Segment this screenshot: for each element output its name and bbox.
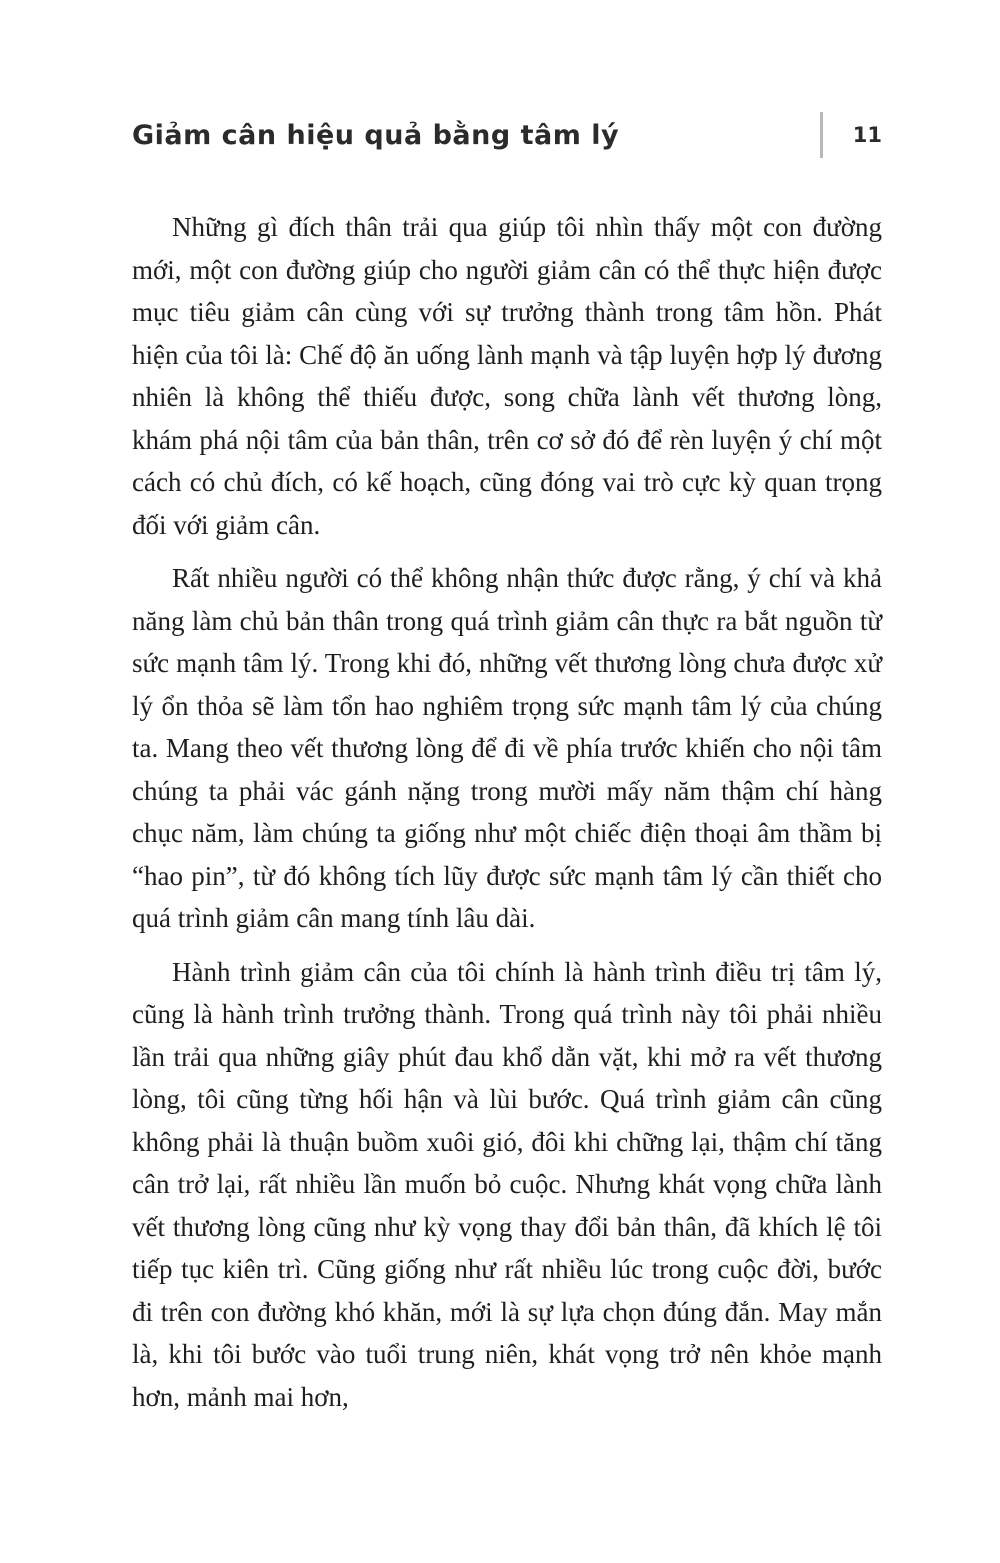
page-header xyxy=(132,110,882,160)
header-divider xyxy=(820,112,823,158)
paragraph-2: Rất nhiều người có thể không nhận thức được rằng, ý chí và khả năng làm chủ bản thân trong quá trình giảm cân thực ra bắt nguồn từ sức mạnh tâm lý. Trong khi đó, những vết thương lòng chưa được xử lý ổn thỏa sẽ làm tổn hao nghiêm trọng sức mạnh tâm lý của chúng ta. Mang theo vết thương lòng để đi về phía trước khiến cho nội tâm chúng ta phải vác gánh nặng trong mười mấy năm thậm chí hàng chục năm, làm chúng ta giống như một chiếc điện thoại âm thầm bị “hao pin”, từ đó không tích lũy được sức mạnh tâm lý cần thiết cho quá trình giảm cân mang tính lâu dài. xyxy=(132,563,882,933)
page-body xyxy=(132,206,882,1418)
page-header-right xyxy=(820,112,882,158)
book-title: Giảm cân hiệu quả bằng tâm lý xyxy=(132,119,620,151)
page-number: 11 xyxy=(852,123,882,147)
paragraph-3: Hành trình giảm cân của tôi chính là hành trình điều trị tâm lý, cũng là hành trình trưởng thành. Trong quá trình này tôi phải nhiều lần trải qua những giây phút đau khổ dằn vặt, khi mở ra vết thương lòng, tôi cũng từng hối hận và lùi bước. Quá trình giảm cân cũng không phải là thuận buồm xuôi gió, đôi khi chững lại, thậm chí tăng cân trở lại, rất nhiều lần muốn bỏ cuộc. Nhưng khát vọng chữa lành vết thương lòng cũng như kỳ vọng thay đổi bản thân, đã khích lệ tôi tiếp tục kiên trì. Cũng giống như rất nhiều lúc trong cuộc đời, bước đi trên con đường khó khăn, mới là sự lựa chọn đúng đắn. May mắn là, khi tôi bước vào tuổi trung niên, khát vọng trở nên khỏe mạnh hơn, mảnh mai hơn, xyxy=(132,956,882,1412)
paragraph-1: Những gì đích thân trải qua giúp tôi nhìn thấy một con đường mới, một con đường giúp cho người giảm cân có thể thực hiện được mục tiêu giảm cân cùng với sự trưởng thành trong tâm hồn. Phát hiện của tôi là: Chế độ ăn uống lành mạnh và tập luyện hợp lý đương nhiên là không thể thiếu được, song chữa lành vết thương lòng, khám phá nội tâm của bản thân, trên cơ sở đó để rèn luyện ý chí một cách có chủ đích, có kế hoạch, cũng đóng vai trò cực kỳ quan trọng đối với giảm cân. xyxy=(132,212,882,540)
